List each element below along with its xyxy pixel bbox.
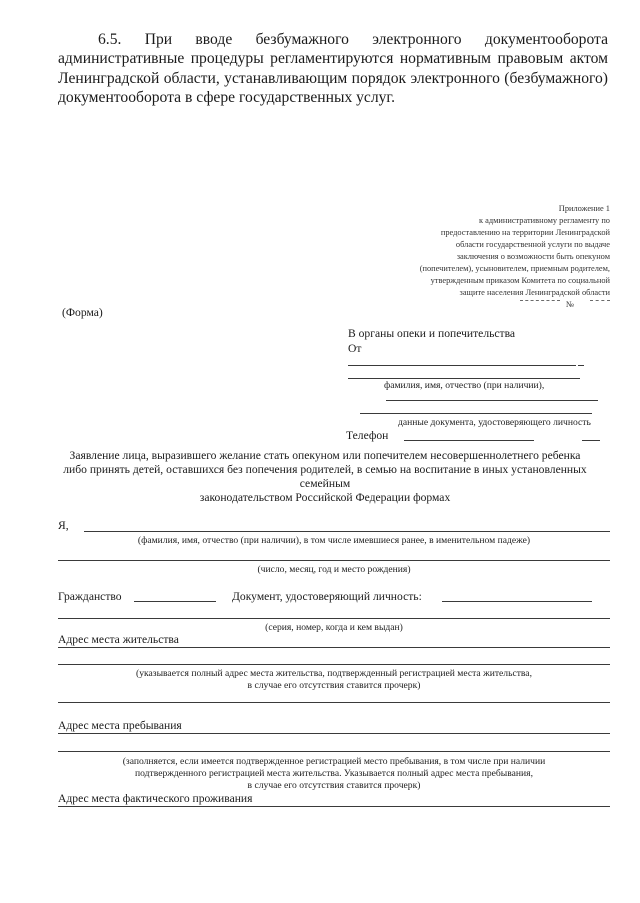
clause-line-4: документооборота в сфере государственных услуг. xyxy=(58,89,395,107)
citizenship-field-line[interactable] xyxy=(134,601,216,602)
stay-label: Адрес места пребывания xyxy=(58,719,182,732)
statement-title-line-1: Заявление лица, выразившего желание стать опекуном или попечителем несовершеннолетнего ребенка xyxy=(69,449,581,462)
appendix-line-6: (попечителем), усыновителем, приемным родителем, xyxy=(419,264,610,273)
appendix-line-5: заключения о возможности быть опекуном xyxy=(456,252,610,261)
clause-line-2: административные процедуры регламентируются нормативным правовым актом xyxy=(58,50,608,68)
id-doc-line[interactable] xyxy=(58,618,610,619)
fio-full-hint: (фамилия, имя, отчество (при наличии), в том числе имевшиеся ранее, в именительном падеже) xyxy=(137,535,531,546)
stay-hint-3: в случае его отсутствия ставится прочерк) xyxy=(247,780,421,791)
from-name-line-1[interactable] xyxy=(348,365,576,366)
fio-hint: фамилия, имя, отчество (при наличии), xyxy=(384,380,545,391)
residence-extra-line[interactable] xyxy=(58,664,610,665)
appendix-line-1: Приложение 1 xyxy=(558,204,610,213)
appendix-number: № xyxy=(566,300,574,309)
appendix-line-4: области государственной услуги по выдаче xyxy=(455,240,610,249)
residence-field-line[interactable] xyxy=(182,647,610,648)
stay-label-underline xyxy=(58,733,184,734)
clause-line-3: Ленинградской области, устанавливающим порядок электронного (безбумажного) xyxy=(58,69,608,87)
stay-hint-1: (заполняется, если имеется подтвержденное регистрацией место пребывания, в том числе при наличии xyxy=(122,756,546,767)
from-name-line-1b xyxy=(578,365,584,366)
residence-extra-line-2[interactable] xyxy=(58,702,610,703)
birth-hint: (число, месяц, год и место рождения) xyxy=(257,564,411,575)
statement-title-line-4: законодательством Российской Федерации формах xyxy=(199,491,451,504)
citizenship-label: Гражданство xyxy=(58,590,122,603)
appendix-line-3: предоставлению на территории Ленинградской xyxy=(440,228,610,237)
actual-residence-field-line[interactable] xyxy=(258,806,610,807)
residence-hint-2: в случае его отсутствия ставится прочерк) xyxy=(247,680,421,691)
from-doc-line-2[interactable] xyxy=(360,413,592,414)
residence-hint-1: (указывается полный адрес места жительства, подтвержденный регистрацией места жительства, xyxy=(136,668,532,679)
appendix-header xyxy=(370,203,610,311)
applicant-name-line[interactable] xyxy=(84,531,610,532)
clause-paragraph xyxy=(58,30,608,108)
i-label: Я, xyxy=(58,519,69,532)
appendix-date-line xyxy=(520,300,560,301)
phone-field-line-end xyxy=(582,440,600,441)
appendix-number-line xyxy=(590,300,610,301)
appendix-line-7: утвержденным приказом Комитета по социальной xyxy=(430,276,610,285)
from-name-line-2[interactable] xyxy=(348,378,580,379)
appendix-line-8: защите населения Ленинградской области xyxy=(459,288,610,297)
phone-label: Телефон xyxy=(346,429,389,442)
id-doc-label: Документ, удостоверяющий личность: xyxy=(232,590,422,603)
from-doc-line-1[interactable] xyxy=(386,400,598,401)
residence-label: Адрес места жительства xyxy=(58,633,179,646)
id-doc-hint: (серия, номер, когда и кем выдан) xyxy=(265,622,403,633)
doc-hint: данные документа, удостоверяющего личность xyxy=(398,417,591,428)
form-label: (Форма) xyxy=(62,306,103,319)
phone-field-line[interactable] xyxy=(404,440,534,441)
statement-title-line-2: либо принять детей, оставшихся без попечения родителей, в семью на воспитание в иных установленных xyxy=(63,463,587,476)
birth-line[interactable] xyxy=(58,560,610,561)
stay-hint-2: подтвержденного регистрацией места жительства. Указывается полный адрес места пребывания, xyxy=(135,768,533,779)
residence-label-underline xyxy=(58,647,182,648)
statement-title-line-3: семейным xyxy=(299,477,351,490)
addressee-text: В органы опеки и попечительства xyxy=(348,327,516,340)
stay-field-line[interactable] xyxy=(184,733,610,734)
actual-residence-label: Адрес места фактического проживания xyxy=(58,792,253,805)
from-label: От xyxy=(348,342,362,355)
actual-residence-label-underline xyxy=(58,806,258,807)
stay-extra-line[interactable] xyxy=(58,751,610,752)
id-doc-field-line[interactable] xyxy=(442,601,592,602)
appendix-line-2: к административному регламенту по xyxy=(478,216,610,225)
clause-line-1: 6.5. При вводе безбумажного электронного документооборота xyxy=(98,31,608,48)
